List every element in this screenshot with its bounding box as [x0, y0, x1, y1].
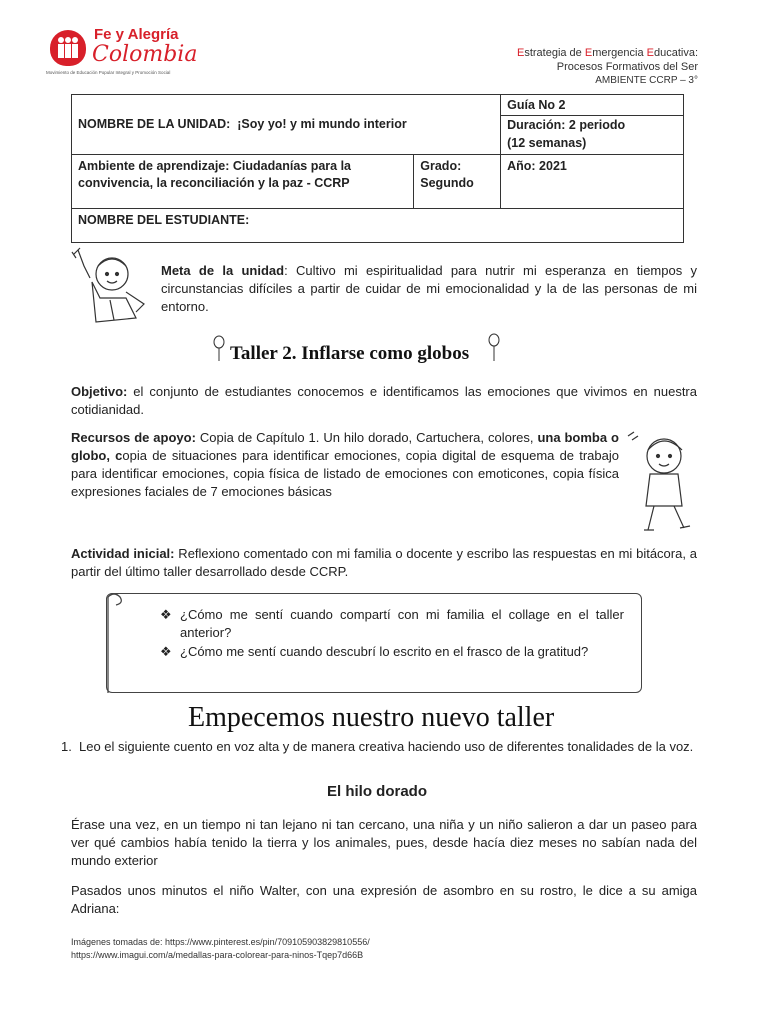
story-paragraph-2: Pasados unos minutos el niño Walter, con una expresión de asombro en su rostro, le dice a su amiga Adriana: [71, 883, 697, 916]
step-number: 1. [61, 739, 72, 754]
question-2: ¿Cómo me sentí cuando descubrí lo escrito en el frasco de la gratitud? [180, 644, 589, 659]
story-title: El hilo dorado [327, 783, 427, 800]
story-paragraph-1: Érase una vez, en un tiempo ni tan lejano ni tan cercano, una niña y un niño salieron a dar un paseo para ver qué cambios había tenido la tierra y los animales, pues, desde hacía diez meses no sabían nada del mundo exterior [71, 817, 697, 868]
header-strategy: Estrategia de Emergencia Educativa: [516, 47, 698, 59]
workshop-title: Taller 2. Inflarse como globos [230, 343, 470, 364]
student-name-cell: NOMBRE DEL ESTUDIANTE: [72, 209, 684, 243]
logo-tagline: Movimiento de Educación Popular Integral y Promoción Social [46, 70, 171, 75]
section-title: Empecemos nuestro nuevo taller [188, 702, 555, 733]
diamond-bullet-icon: ❖ [160, 607, 172, 622]
header-ambient: AMBIENTE CCRP – 3° [595, 75, 698, 86]
logo-title: Fe y Alegría [94, 26, 179, 43]
step-1: Leo el siguiente cuento en voz alta y de manera creativa haciendo uso de diferentes tonalidades de la voz. [79, 739, 694, 754]
guide-cell: Guía No 2 Duración: 2 periodo (12 semanas) [501, 95, 684, 155]
balloon-icon [486, 333, 504, 363]
image-credit-2: https://www.imagui.com/a/medallas-para-colorear-para-ninos-Tqep7d66B [71, 950, 364, 960]
unit-info-table [71, 94, 684, 243]
grade-cell: Grado: Segundo [414, 155, 501, 209]
unit-goal: Meta de la unidad: Cultivo mi espiritualidad para nutrir mi esperanza en tiempos y circunstancias difíciles a partir de cuidar de mi emocionalidad y la de las personas de mi entorno. [161, 263, 697, 314]
objective: Objetivo: el conjunto de estudiantes conocemos e identificamos las emociones que vivimos en nuestra cotidianidad. [71, 384, 697, 417]
question-1: ¿Cómo me sentí cuando compartí con mi familia el collage en el taller anterior? [180, 607, 624, 640]
girl-walking-illustration [624, 430, 700, 538]
initial-activity: Actividad inicial: Reflexiono comentado con mi familia o docente y escribo las respuestas en mi bitácora, a partir del último taller desarrollado desde CCRP. [71, 546, 697, 579]
family-icon [54, 36, 82, 62]
logo-subtitle: Colombia [92, 42, 198, 67]
balloon-icon [212, 335, 226, 363]
scroll-curl-icon [104, 589, 132, 697]
unit-name-cell: NOMBRE DE LA UNIDAD: ¡Soy yo! y mi mundo interior [72, 95, 501, 155]
year-cell: Año: 2021 [501, 155, 684, 209]
diamond-bullet-icon: ❖ [160, 644, 172, 659]
support-resources: Recursos de apoyo: Copia de Capítulo 1. Un hilo dorado, Cartuchera, colores, una bomba o globo, copia de situaciones para identificar emociones, copia digital de esquema de trabajo para identificar emociones, copia física de listado de emociones con emoticones, copia física expresiones faciales de 7 emociones básicas [71, 430, 619, 499]
image-credit-1: Imágenes tomadas de: https://www.pinterest.es/pin/709105903829810556/ [71, 937, 370, 947]
boy-waving-illustration [70, 248, 155, 328]
environment-cell: Ambiente de aprendizaje: Ciudadanías para la convivencia, la reconciliación y la paz - CCRP [72, 155, 414, 209]
header-process: Procesos Formativos del Ser [556, 61, 698, 73]
